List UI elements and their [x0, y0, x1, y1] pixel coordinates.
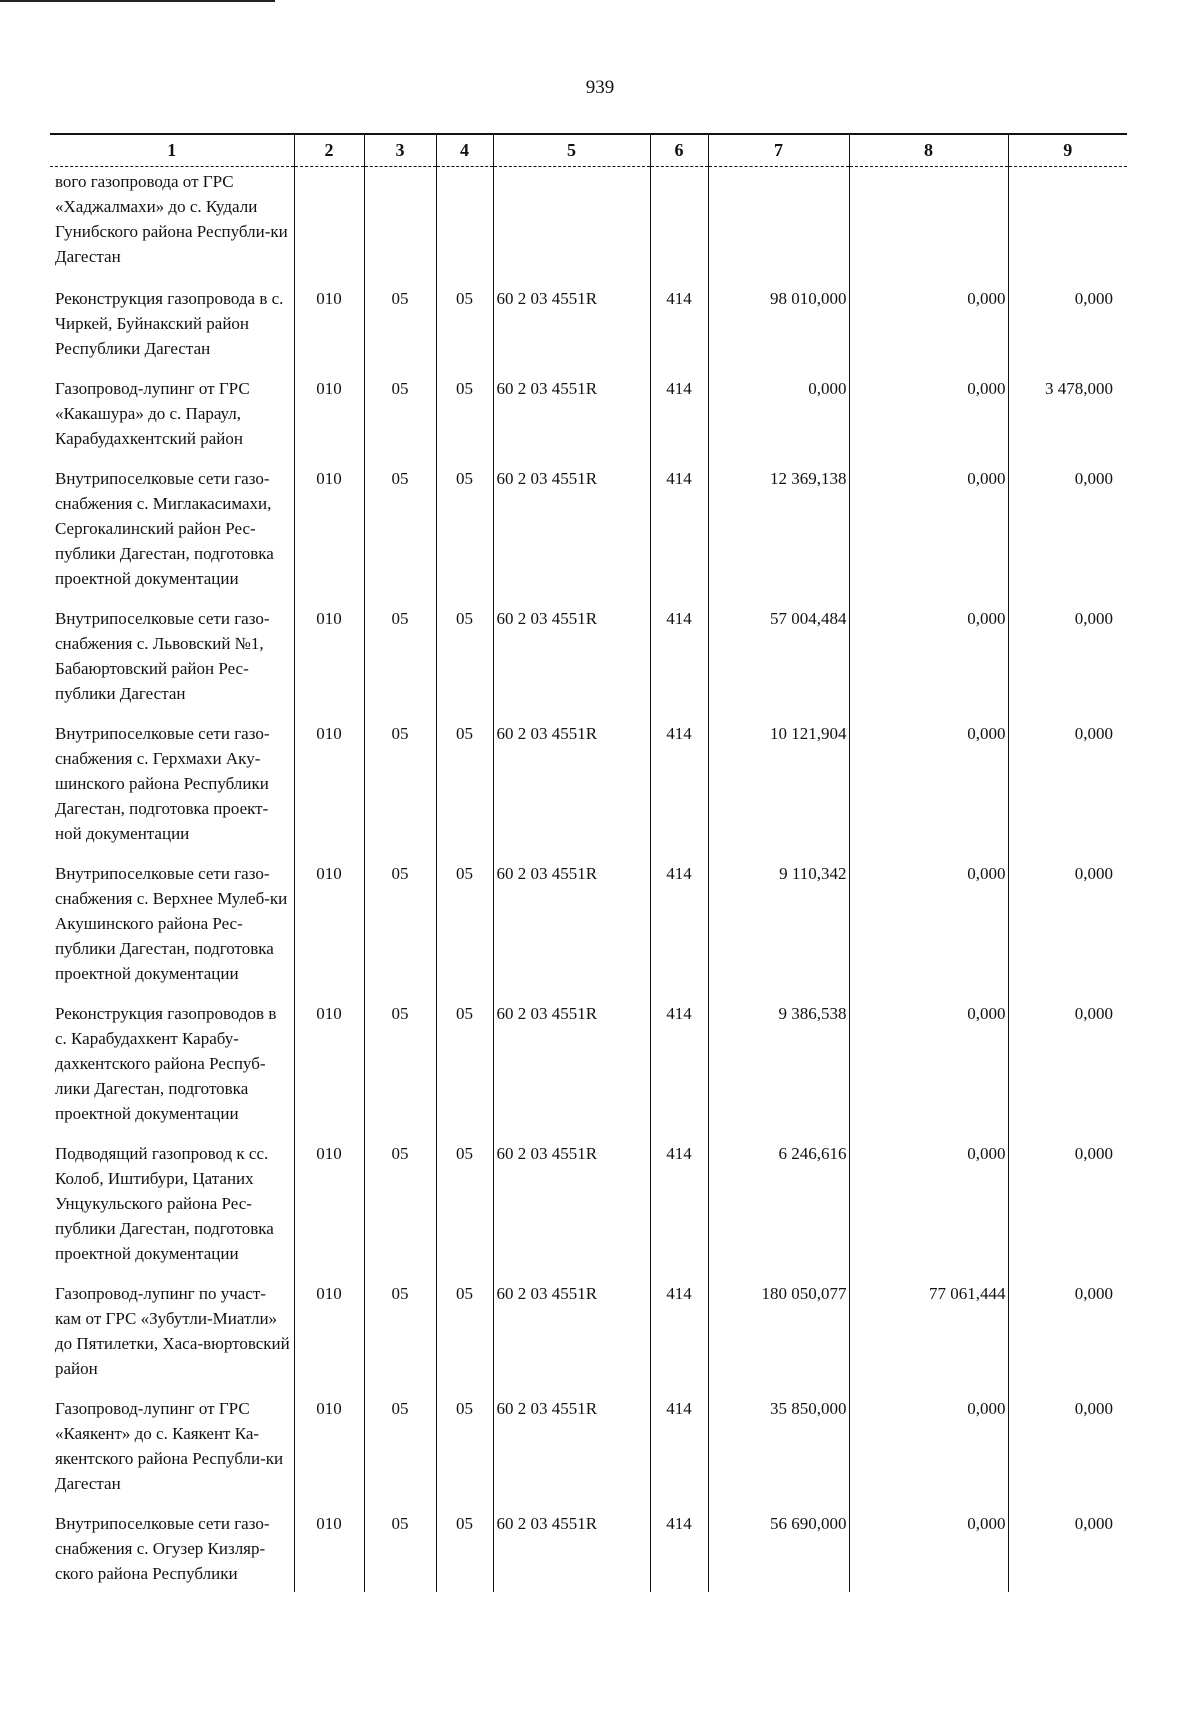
subsection-code: 05: [436, 459, 493, 599]
ministry-code: [294, 167, 364, 280]
object-name: Внутрипоселковые сети газо-снабжения с. Миглакасимахи, Сергокалинский район Рес-публики Дагестан, подготовка проектной документации: [55, 469, 274, 588]
target-article-code: 60 2 03 4551R: [493, 1274, 650, 1389]
ministry-code: 010: [294, 854, 364, 994]
expense-type-code: 414: [650, 1134, 708, 1274]
amount-col8: 0,000: [849, 1389, 1008, 1504]
section-code: 05: [364, 1134, 436, 1274]
amount-col9: 0,000: [1008, 1274, 1127, 1389]
subsection-code: 05: [436, 714, 493, 854]
amount-col8: 0,000: [849, 854, 1008, 994]
amount-col9: 3 478,000: [1008, 369, 1127, 459]
amount-col9: 0,000: [1008, 1389, 1127, 1504]
subsection-code: 05: [436, 1274, 493, 1389]
amount-col9: 0,000: [1008, 854, 1127, 994]
expense-type-code: 414: [650, 1504, 708, 1592]
expense-type-code: 414: [650, 369, 708, 459]
subsection-code: 05: [436, 279, 493, 369]
target-article-code: 60 2 03 4551R: [493, 714, 650, 854]
subsection-code: 05: [436, 1134, 493, 1274]
amount-col8: 0,000: [849, 1134, 1008, 1274]
amount-col8: 0,000: [849, 714, 1008, 854]
section-code: 05: [364, 599, 436, 714]
amount-col8: 0,000: [849, 279, 1008, 369]
section-code: 05: [364, 1504, 436, 1592]
ministry-code: 010: [294, 994, 364, 1134]
column-header-3: 3: [364, 134, 436, 167]
target-article-code: 60 2 03 4551R: [493, 599, 650, 714]
ministry-code: 010: [294, 279, 364, 369]
section-code: 05: [364, 1389, 436, 1504]
table-row: [50, 599, 1127, 714]
ministry-code: 010: [294, 1389, 364, 1504]
target-article-code: 60 2 03 4551R: [493, 459, 650, 599]
object-name: Внутрипоселковые сети газо-снабжения с. Верхнее Мулеб-ки Акушинского района Рес-публики Дагестан, подготовка проектной документации: [55, 864, 288, 983]
table-row: [50, 1134, 1127, 1274]
expense-type-code: 414: [650, 994, 708, 1134]
amount-col9: 0,000: [1008, 714, 1127, 854]
object-name: Газопровод-лупинг по участ-кам от ГРС «Зубутли-Миатли» до Пятилетки, Хаса-вюртовский район: [55, 1284, 290, 1378]
section-code: 05: [364, 459, 436, 599]
amount-col7: 35 850,000: [708, 1389, 849, 1504]
amount-col8: 0,000: [849, 599, 1008, 714]
amount-col7: 9 110,342: [708, 854, 849, 994]
subsection-code: 05: [436, 599, 493, 714]
section-code: 05: [364, 714, 436, 854]
amount-col7: 56 690,000: [708, 1504, 849, 1592]
ministry-code: 010: [294, 1274, 364, 1389]
amount-col9: 0,000: [1008, 1504, 1127, 1592]
ministry-code: 010: [294, 1134, 364, 1274]
amount-col8: 0,000: [849, 369, 1008, 459]
ministry-code: 010: [294, 714, 364, 854]
target-article-code: 60 2 03 4551R: [493, 279, 650, 369]
amount-col7: 0,000: [708, 369, 849, 459]
table-row: [50, 167, 1127, 280]
expense-type-code: 414: [650, 1274, 708, 1389]
page-number: 939: [585, 77, 615, 98]
column-header-4: 4: [436, 134, 493, 167]
column-header-8: 8: [849, 134, 1008, 167]
expense-type-code: 414: [650, 714, 708, 854]
expense-type-code: 414: [650, 599, 708, 714]
column-header-2: 2: [294, 134, 364, 167]
amount-col7: 180 050,077: [708, 1274, 849, 1389]
object-name: Газопровод-лупинг от ГРС «Какашура» до с. Параул, Карабудахкентский район: [55, 379, 250, 448]
expense-type-code: 414: [650, 459, 708, 599]
amount-col8: [849, 167, 1008, 280]
ministry-code: 010: [294, 459, 364, 599]
subsection-code: 05: [436, 854, 493, 994]
object-name: Реконструкция газопроводов в с. Карабудахкент Карабу-дахкентского района Респуб-лики Дагестан, подготовка проектной документации: [55, 1004, 277, 1123]
column-header-5: 5: [493, 134, 650, 167]
expense-type-code: 414: [650, 854, 708, 994]
table-row: [50, 714, 1127, 854]
amount-col8: 0,000: [849, 1504, 1008, 1592]
target-article-code: 60 2 03 4551R: [493, 854, 650, 994]
section-code: 05: [364, 1274, 436, 1389]
section-code: 05: [364, 369, 436, 459]
ministry-code: 010: [294, 369, 364, 459]
target-article-code: 60 2 03 4551R: [493, 1134, 650, 1274]
amount-col8: 77 061,444: [849, 1274, 1008, 1389]
expense-type-code: 414: [650, 1389, 708, 1504]
amount-col8: 0,000: [849, 459, 1008, 599]
table-row: [50, 369, 1127, 459]
table-row: [50, 459, 1127, 599]
section-code: 05: [364, 279, 436, 369]
header-row: [50, 134, 1127, 167]
object-name: Внутрипоселковые сети газо-снабжения с. Герхмахи Аку-шинского района Республики Дагестан, подготовка проект-ной документации: [55, 724, 270, 843]
budget-table: [50, 133, 1127, 1592]
amount-col9: 0,000: [1008, 1134, 1127, 1274]
ministry-code: 010: [294, 1504, 364, 1592]
subsection-code: [436, 167, 493, 280]
amount-col7: 6 246,616: [708, 1134, 849, 1274]
top-edge-rule: [0, 0, 275, 2]
column-header-9: 9: [1008, 134, 1127, 167]
table-row: [50, 854, 1127, 994]
amount-col7: 9 386,538: [708, 994, 849, 1134]
table-row: [50, 1274, 1127, 1389]
expense-type-code: 414: [650, 279, 708, 369]
target-article-code: 60 2 03 4551R: [493, 994, 650, 1134]
table-row: [50, 279, 1127, 369]
ministry-code: 010: [294, 599, 364, 714]
table-row: [50, 1504, 1127, 1592]
object-name: Подводящий газопровод к сс. Колоб, Иштибури, Цатаних Унцукульского района Рес-публики Дагестан, подготовка проектной документации: [55, 1144, 274, 1263]
object-name: Внутрипоселковые сети газо-снабжения с. Львовский №1, Бабаюртовский район Рес-публики Дагестан: [55, 609, 270, 703]
amount-col8: 0,000: [849, 994, 1008, 1134]
amount-col7: [708, 167, 849, 280]
amount-col7: 10 121,904: [708, 714, 849, 854]
column-header-7: 7: [708, 134, 849, 167]
object-name: вого газопровода от ГРС «Хаджалмахи» до с. Кудали Гунибского района Республи-ки Дагестан: [55, 172, 288, 266]
amount-col9: 0,000: [1008, 599, 1127, 714]
object-name: Реконструкция газопровода в с. Чиркей, Буйнакский район Республики Дагестан: [55, 289, 284, 358]
target-article-code: [493, 167, 650, 280]
subsection-code: 05: [436, 994, 493, 1134]
amount-col9: 0,000: [1008, 459, 1127, 599]
section-code: [364, 167, 436, 280]
column-header-6: 6: [650, 134, 708, 167]
amount-col9: 0,000: [1008, 279, 1127, 369]
section-code: 05: [364, 994, 436, 1134]
subsection-code: 05: [436, 369, 493, 459]
amount-col7: 57 004,484: [708, 599, 849, 714]
expense-type-code: [650, 167, 708, 280]
table-row: [50, 1389, 1127, 1504]
target-article-code: 60 2 03 4551R: [493, 369, 650, 459]
amount-col7: 12 369,138: [708, 459, 849, 599]
subsection-code: 05: [436, 1389, 493, 1504]
column-header-1: 1: [50, 134, 294, 167]
object-name: Внутрипоселковые сети газо-снабжения с. Огузер Кизляр-ского района Республики: [55, 1514, 270, 1583]
amount-col9: [1008, 167, 1127, 280]
section-code: 05: [364, 854, 436, 994]
subsection-code: 05: [436, 1504, 493, 1592]
target-article-code: 60 2 03 4551R: [493, 1504, 650, 1592]
amount-col9: 0,000: [1008, 994, 1127, 1134]
amount-col7: 98 010,000: [708, 279, 849, 369]
target-article-code: 60 2 03 4551R: [493, 1389, 650, 1504]
object-name: Газопровод-лупинг от ГРС «Каякент» до с. Каякент Ка-якентского района Республи-ки Дагестан: [55, 1399, 284, 1493]
table-row: [50, 994, 1127, 1134]
